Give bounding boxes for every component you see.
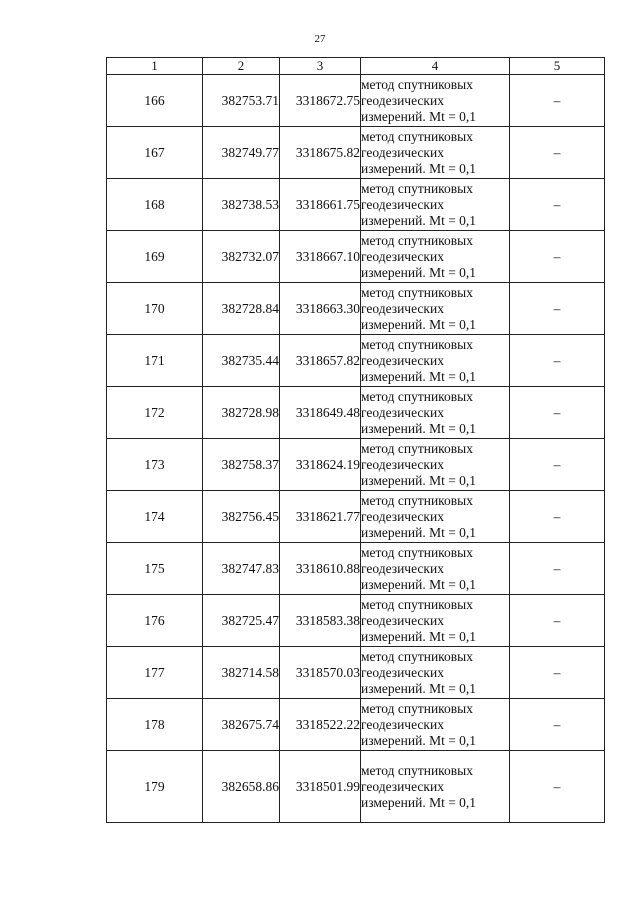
coordinate-x: 382756.45	[203, 491, 280, 543]
method-description	[361, 283, 510, 335]
coordinate-y: 3318583.38	[280, 595, 361, 647]
note-cell: –	[510, 751, 605, 823]
table-row	[107, 75, 605, 127]
method-description	[361, 75, 510, 127]
method-description	[361, 595, 510, 647]
coordinate-y: 3318661.75	[280, 179, 361, 231]
coordinate-x: 382725.47	[203, 595, 280, 647]
coordinate-y: 3318610.88	[280, 543, 361, 595]
coordinate-y: 3318624.19	[280, 439, 361, 491]
table-row	[107, 751, 605, 823]
method-line-1: метод спутниковых	[361, 284, 473, 300]
note-cell: –	[510, 179, 605, 231]
method-description	[361, 179, 510, 231]
point-number: 166	[107, 75, 203, 127]
method-line-2: геодезических	[361, 664, 444, 680]
method-line-1: метод спутниковых	[361, 76, 473, 92]
method-line-2: геодезических	[361, 92, 444, 108]
method-line-3: измерений. Mt = 0,1	[361, 794, 477, 810]
table-row	[107, 491, 605, 543]
note-cell: –	[510, 543, 605, 595]
coordinate-x: 382675.74	[203, 699, 280, 751]
table-row	[107, 647, 605, 699]
note-cell: –	[510, 647, 605, 699]
method-line-1: метод спутниковых	[361, 388, 473, 404]
table-row	[107, 127, 605, 179]
point-number: 170	[107, 283, 203, 335]
method-description	[361, 699, 510, 751]
method-line-2: геодезических	[361, 456, 444, 472]
method-line-1: метод спутниковых	[361, 128, 473, 144]
note-cell: –	[510, 439, 605, 491]
method-description	[361, 439, 510, 491]
point-number: 169	[107, 231, 203, 283]
method-description	[361, 751, 510, 823]
table-row	[107, 543, 605, 595]
method-line-2: геодезических	[361, 248, 444, 264]
method-line-3: измерений. Mt = 0,1	[361, 316, 477, 332]
note-cell: –	[510, 595, 605, 647]
coordinate-x: 382758.37	[203, 439, 280, 491]
method-line-2: геодезических	[361, 716, 444, 732]
coordinate-y: 3318657.82	[280, 335, 361, 387]
point-number: 168	[107, 179, 203, 231]
table-header-row	[107, 58, 605, 75]
method-line-1: метод спутниковых	[361, 596, 473, 612]
note-cell: –	[510, 231, 605, 283]
coordinate-x: 382732.07	[203, 231, 280, 283]
coordinate-x: 382747.83	[203, 543, 280, 595]
method-line-1: метод спутниковых	[361, 336, 473, 352]
table-row	[107, 595, 605, 647]
method-line-2: геодезических	[361, 508, 444, 524]
method-line-3: измерений. Mt = 0,1	[361, 420, 477, 436]
method-line-2: геодезических	[361, 196, 444, 212]
point-number: 175	[107, 543, 203, 595]
coordinate-x: 382738.53	[203, 179, 280, 231]
method-description	[361, 647, 510, 699]
note-cell: –	[510, 387, 605, 439]
column-header-2: 2	[203, 58, 280, 75]
method-line-3: измерений. Mt = 0,1	[361, 524, 477, 540]
method-description	[361, 335, 510, 387]
point-number: 167	[107, 127, 203, 179]
method-description	[361, 387, 510, 439]
method-line-2: геодезических	[361, 778, 444, 794]
point-number: 177	[107, 647, 203, 699]
method-line-2: геодезических	[361, 612, 444, 628]
method-line-1: метод спутниковых	[361, 544, 473, 560]
coordinate-y: 3318649.48	[280, 387, 361, 439]
column-header-1: 1	[107, 58, 203, 75]
method-line-2: геодезических	[361, 300, 444, 316]
note-cell: –	[510, 75, 605, 127]
method-description	[361, 231, 510, 283]
method-line-3: измерений. Mt = 0,1	[361, 680, 477, 696]
note-cell: –	[510, 335, 605, 387]
method-line-2: геодезических	[361, 352, 444, 368]
method-line-1: метод спутниковых	[361, 440, 473, 456]
coordinate-y: 3318672.75	[280, 75, 361, 127]
coordinate-y: 3318501.99	[280, 751, 361, 823]
method-line-3: измерений. Mt = 0,1	[361, 368, 477, 384]
table-row	[107, 179, 605, 231]
method-line-2: геодезических	[361, 560, 444, 576]
point-number: 171	[107, 335, 203, 387]
coordinate-x: 382728.84	[203, 283, 280, 335]
method-line-3: измерений. Mt = 0,1	[361, 108, 477, 124]
method-line-1: метод спутниковых	[361, 762, 473, 778]
coordinate-y: 3318667.10	[280, 231, 361, 283]
method-line-1: метод спутниковых	[361, 180, 473, 196]
method-description	[361, 491, 510, 543]
method-line-3: измерений. Mt = 0,1	[361, 160, 477, 176]
note-cell: –	[510, 283, 605, 335]
note-cell: –	[510, 699, 605, 751]
coordinate-x: 382753.71	[203, 75, 280, 127]
method-description	[361, 127, 510, 179]
point-number: 178	[107, 699, 203, 751]
method-line-3: измерений. Mt = 0,1	[361, 472, 477, 488]
method-line-1: метод спутниковых	[361, 492, 473, 508]
point-number: 173	[107, 439, 203, 491]
table-row	[107, 335, 605, 387]
point-number: 179	[107, 751, 203, 823]
column-header-5: 5	[510, 58, 605, 75]
coordinate-y: 3318570.03	[280, 647, 361, 699]
method-line-3: измерений. Mt = 0,1	[361, 212, 477, 228]
coordinate-y: 3318675.82	[280, 127, 361, 179]
method-line-2: геодезических	[361, 404, 444, 420]
method-line-1: метод спутниковых	[361, 700, 473, 716]
coordinate-x: 382728.98	[203, 387, 280, 439]
point-number: 174	[107, 491, 203, 543]
column-header-3: 3	[280, 58, 361, 75]
table-row	[107, 387, 605, 439]
table-body	[107, 75, 605, 823]
table-row	[107, 439, 605, 491]
method-line-3: измерений. Mt = 0,1	[361, 264, 477, 280]
coordinate-y: 3318522.22	[280, 699, 361, 751]
coordinate-x: 382658.86	[203, 751, 280, 823]
coordinate-x: 382735.44	[203, 335, 280, 387]
coordinate-x: 382749.77	[203, 127, 280, 179]
method-line-3: измерений. Mt = 0,1	[361, 576, 477, 592]
table-row	[107, 699, 605, 751]
column-header-4: 4	[361, 58, 510, 75]
note-cell: –	[510, 127, 605, 179]
point-number: 176	[107, 595, 203, 647]
point-number: 172	[107, 387, 203, 439]
coordinate-y: 3318621.77	[280, 491, 361, 543]
coordinate-y: 3318663.30	[280, 283, 361, 335]
method-line-2: геодезических	[361, 144, 444, 160]
note-cell: –	[510, 491, 605, 543]
table-row	[107, 231, 605, 283]
table-row	[107, 283, 605, 335]
coordinates-table	[106, 57, 605, 823]
method-description	[361, 543, 510, 595]
page-number: 27	[314, 33, 326, 45]
method-line-1: метод спутниковых	[361, 648, 473, 664]
coordinate-x: 382714.58	[203, 647, 280, 699]
method-line-1: метод спутниковых	[361, 232, 473, 248]
method-line-3: измерений. Mt = 0,1	[361, 628, 477, 644]
method-line-3: измерений. Mt = 0,1	[361, 732, 477, 748]
